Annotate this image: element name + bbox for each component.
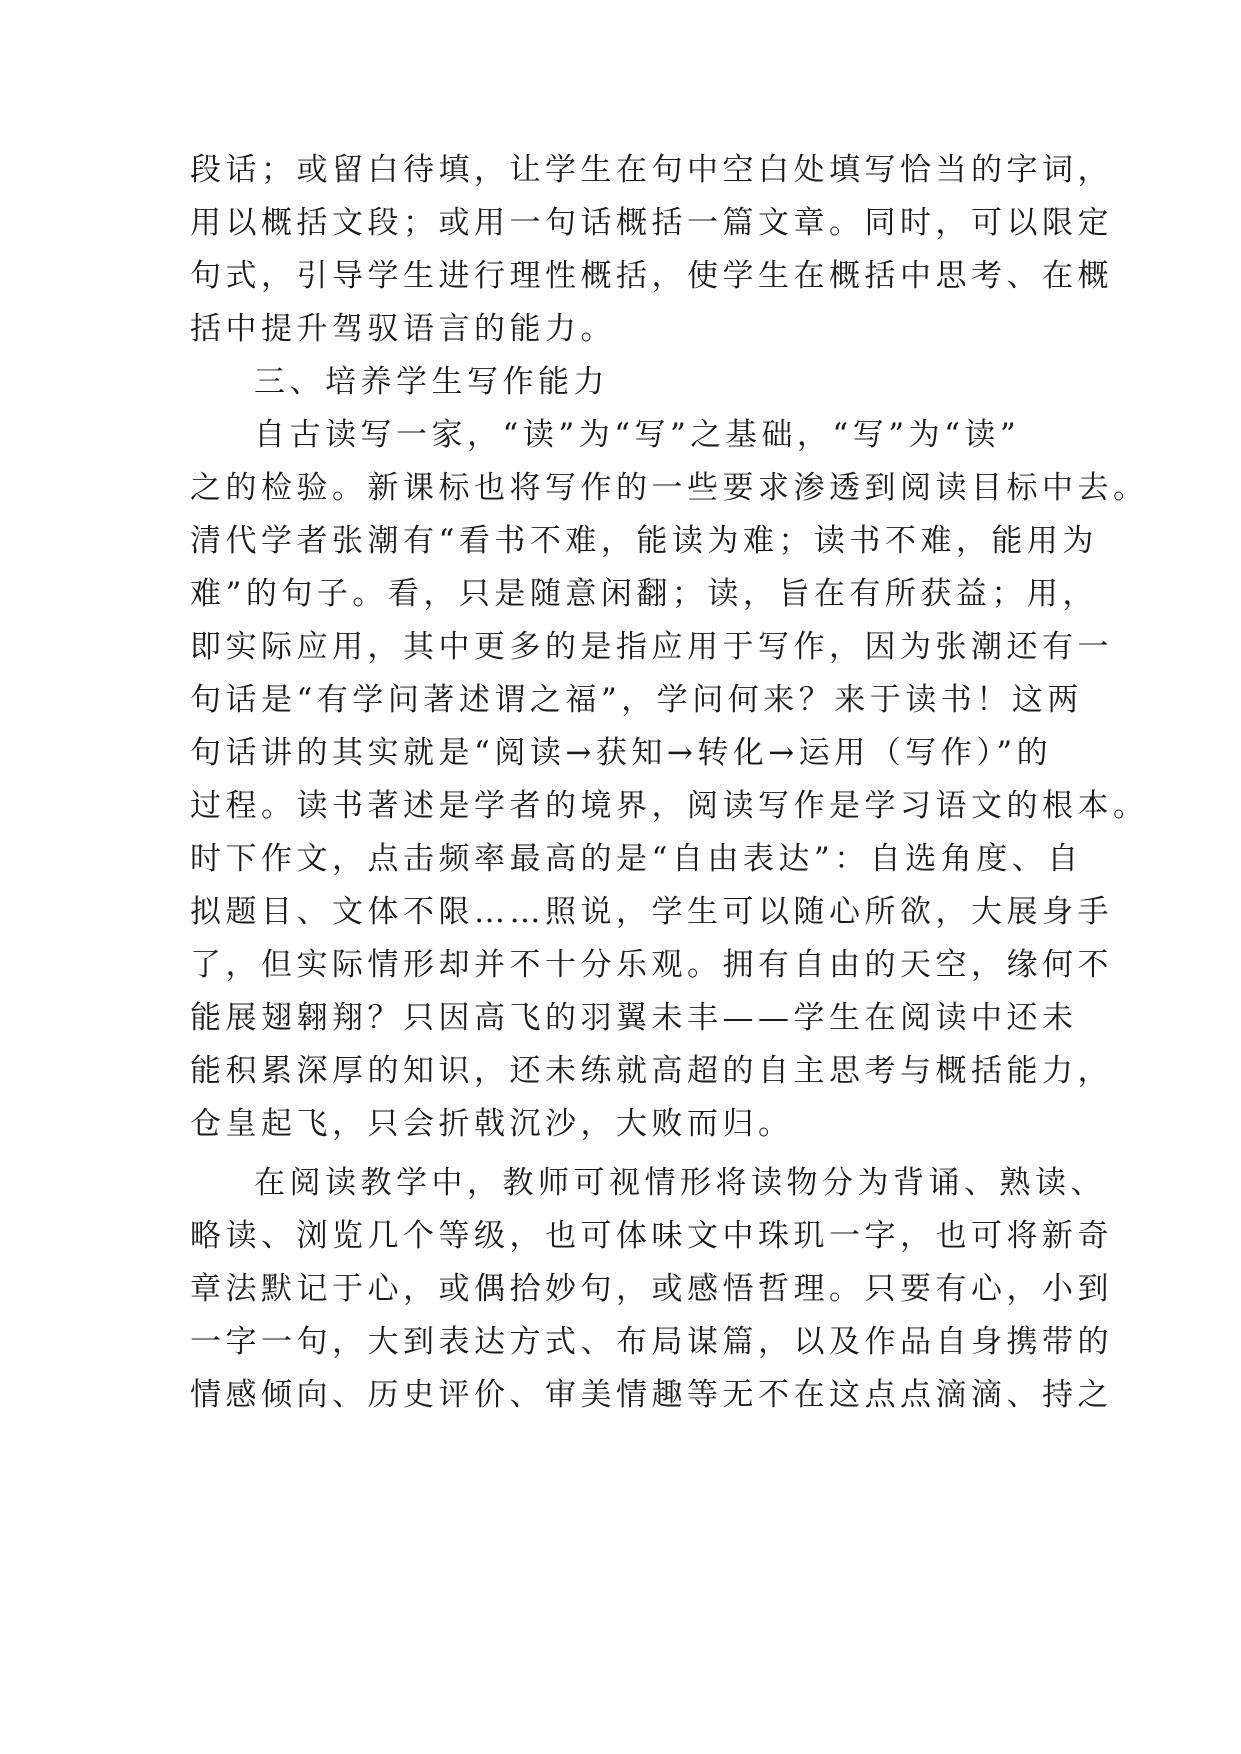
text-line: 章法默记于心，或偶拾妙句，或感悟哲理。只要有心，小到 — [190, 1271, 1113, 1307]
text-line: 即实际应用，其中更多的是指应用于写作，因为张潮还有一 — [190, 629, 1113, 665]
text-line: 时下作文，点击频率最高的是“自由表达”：自选角度、自 — [190, 841, 1083, 877]
text-line: 段话；或留白待填，让学生在句中空白处填写恰当的字词， — [190, 152, 1113, 188]
text-line: 能积累深厚的知识，还未练就高超的自主思考与概括能力， — [190, 1053, 1113, 1089]
text-line: 清代学者张潮有“看书不难，能读为难；读书不难，能用为 — [190, 523, 1098, 559]
text-line: 能展翅翱翔？只因高飞的羽翼未丰——学生在阅读中还未 — [190, 1000, 1078, 1036]
text-line: 情感倾向、历史评价、审美情趣等无不在这点点滴滴、持之 — [190, 1377, 1113, 1413]
text-line: 自古读写一家，“读”为“写”之基础，“写”为“读” — [254, 417, 1021, 453]
text-line: 之的检验。新课标也将写作的一些要求渗透到阅读目标中去。 — [190, 470, 1149, 506]
text-line: 了，但实际情形却并不十分乐观。拥有自由的天空，缘何不 — [190, 947, 1113, 983]
text-line: 在阅读教学中，教师可视情形将读物分为背诵、熟读、 — [254, 1165, 1106, 1201]
section-heading: 三、培养学生写作能力 — [254, 364, 609, 400]
text-line: 一字一句，大到表达方式、布局谋篇，以及作品自身携带的 — [190, 1324, 1113, 1360]
text-line: 句话是“有学问著述谓之福”，学问何来？来于读书！这两 — [190, 682, 1083, 718]
text-line: 难”的句子。看，只是随意闲翻；读，旨在有所获益；用， — [190, 576, 1098, 612]
text-line: 句话讲的其实就是“阅读→获知→转化→运用（写作）”的 — [190, 735, 1053, 771]
text-line: 仓皇起飞，只会折戟沉沙，大败而归。 — [190, 1106, 794, 1142]
text-line: 句式，引导学生进行理性概括，使学生在概括中思考、在概 — [190, 258, 1113, 294]
text-line: 用以概括文段；或用一句话概括一篇文章。同时，可以限定 — [190, 205, 1113, 241]
text-line: 拟题目、文体不限……照说，学生可以随心所欲，大展身手 — [190, 894, 1113, 930]
text-line: 过程。读书著述是学者的境界，阅读写作是学习语文的根本。 — [190, 788, 1149, 824]
text-line: 括中提升驾驭语言的能力。 — [190, 311, 616, 347]
text-line: 略读、浏览几个等级，也可体味文中珠玑一字，也可将新奇 — [190, 1218, 1113, 1254]
